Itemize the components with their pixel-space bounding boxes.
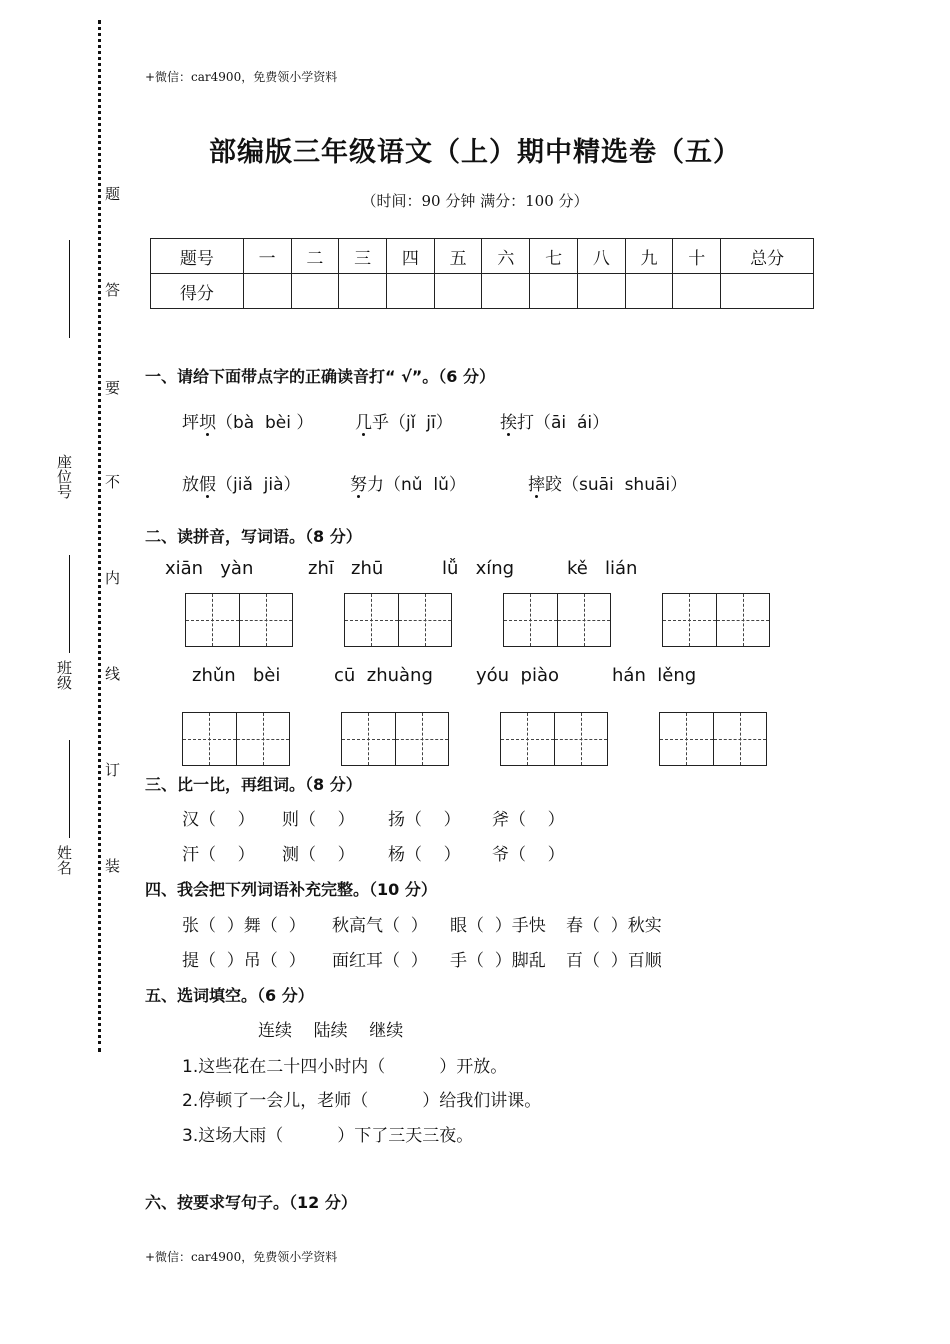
writing-grid[interactable] bbox=[662, 593, 770, 647]
s4-item: 面红耳（ ） bbox=[332, 951, 428, 971]
score-header-cell: 八 bbox=[577, 239, 625, 274]
pinyin-label: lǚ xíng bbox=[442, 558, 515, 579]
page-title: 部编版三年级语文（上）期中精选卷（五） bbox=[209, 137, 741, 168]
s4-item: 提（ ）吊（ ） bbox=[182, 951, 306, 971]
score-header-cell: 三 bbox=[339, 239, 387, 274]
s1-item: 放假（jiǎ jià） bbox=[182, 470, 301, 495]
score-header-cell: 七 bbox=[530, 239, 578, 274]
score-table-score-row bbox=[151, 274, 814, 309]
s3-item: 扬（ ） bbox=[388, 810, 461, 830]
score-cell[interactable] bbox=[482, 274, 530, 309]
score-row-label: 得分 bbox=[151, 274, 244, 309]
s4-item: 百（ ）百顺 bbox=[566, 951, 662, 971]
score-cell[interactable] bbox=[339, 274, 387, 309]
header-note: +微信：car4900，免费领小学资料 bbox=[145, 70, 338, 84]
dotted-char: 几 bbox=[355, 408, 372, 433]
binding-char: 答 bbox=[103, 282, 121, 297]
pinyin-label: xiān yàn bbox=[165, 558, 254, 579]
writing-grid[interactable] bbox=[185, 593, 293, 647]
s4-item: 手（ ）脚乱 bbox=[450, 951, 546, 971]
word-bank: 连续 陆续 继续 bbox=[258, 1021, 404, 1041]
s3-item: 杨（ ） bbox=[388, 845, 461, 865]
pinyin-label: hán lěng bbox=[612, 665, 697, 686]
footer-note: +微信：car4900，免费领小学资料 bbox=[145, 1250, 338, 1264]
score-cell[interactable] bbox=[243, 274, 291, 309]
dotted-char: 坝 bbox=[199, 408, 216, 433]
pinyin-label: cū zhuàng bbox=[334, 665, 433, 686]
section-1-heading: 一、请给下面带点字的正确读音打“ √”。（6 分） bbox=[145, 367, 495, 386]
writing-grid[interactable] bbox=[659, 712, 767, 766]
binding-char: 订 bbox=[103, 762, 121, 777]
score-cell[interactable] bbox=[530, 274, 578, 309]
s3-item: 测（ ） bbox=[282, 845, 355, 865]
pinyin-label: zhī zhū bbox=[308, 558, 384, 579]
s3-item: 汗（ ） bbox=[182, 845, 255, 865]
exam-time-score: （时间：90 分钟 满分：100 分） bbox=[361, 192, 589, 210]
seat-number-line bbox=[69, 240, 70, 338]
score-cell[interactable] bbox=[673, 274, 721, 309]
score-header-cell: 六 bbox=[482, 239, 530, 274]
score-table bbox=[150, 238, 814, 309]
writing-grid[interactable] bbox=[503, 593, 611, 647]
seat-number-label: 座位号 bbox=[55, 454, 73, 499]
s5-item: 1.这些花在二十四小时内（ ）开放。 bbox=[182, 1057, 508, 1077]
section-4-heading: 四、我会把下列词语补充完整。（10 分） bbox=[145, 880, 437, 899]
binding-char: 装 bbox=[103, 858, 121, 873]
writing-grid[interactable] bbox=[500, 712, 608, 766]
s3-item: 汉（ ） bbox=[182, 810, 255, 830]
s1-item: 摔跤（suāi shuāi） bbox=[528, 470, 687, 495]
section-6-heading: 六、按要求写句子。（12 分） bbox=[145, 1193, 357, 1212]
s5-item: 3.这场大雨（ ）下了三天三夜。 bbox=[182, 1126, 474, 1146]
score-cell[interactable] bbox=[625, 274, 673, 309]
s4-item: 秋高气（ ） bbox=[332, 916, 428, 936]
class-line bbox=[69, 555, 70, 653]
writing-grid[interactable] bbox=[341, 712, 449, 766]
score-header-cell: 总分 bbox=[721, 239, 814, 274]
pinyin-label: kě lián bbox=[567, 558, 638, 579]
name-line bbox=[69, 740, 70, 838]
score-header-cell: 二 bbox=[291, 239, 339, 274]
s3-item: 斧（ ） bbox=[492, 810, 565, 830]
s5-item: 2.停顿了一会儿，老师（ ）给我们讲课。 bbox=[182, 1091, 542, 1111]
score-header-cell: 题号 bbox=[151, 239, 244, 274]
binding-char: 要 bbox=[103, 380, 121, 395]
section-3-heading: 三、比一比，再组词。（8 分） bbox=[145, 775, 362, 794]
dotted-char: 摔 bbox=[528, 470, 545, 495]
s3-item: 爷（ ） bbox=[492, 845, 565, 865]
s1-item: 几乎（jǐ jī） bbox=[355, 408, 453, 433]
s3-item: 则（ ） bbox=[282, 810, 355, 830]
binding-dotted-line bbox=[98, 20, 101, 1052]
s1-item: 坪坝（bà bèi ） bbox=[182, 408, 313, 433]
score-cell[interactable] bbox=[577, 274, 625, 309]
section-2-heading: 二、读拼音，写词语。（8 分） bbox=[145, 527, 362, 546]
score-header-cell: 一 bbox=[243, 239, 291, 274]
class-label: 班级 bbox=[55, 660, 73, 690]
s4-item: 春（ ）秋实 bbox=[566, 916, 662, 936]
binding-char: 不 bbox=[103, 474, 121, 489]
score-header-cell: 五 bbox=[434, 239, 482, 274]
s1-item: 挨打（āi ái） bbox=[500, 408, 609, 433]
score-header-cell: 四 bbox=[387, 239, 435, 274]
dotted-char: 挨 bbox=[500, 408, 517, 433]
binding-char: 内 bbox=[103, 570, 121, 585]
s4-item: 张（ ）舞（ ） bbox=[182, 916, 306, 936]
binding-char: 线 bbox=[103, 666, 121, 681]
score-header-cell: 九 bbox=[625, 239, 673, 274]
score-header-cell: 十 bbox=[673, 239, 721, 274]
binding-char: 题 bbox=[103, 186, 121, 201]
pinyin-label: yóu piào bbox=[476, 665, 559, 686]
s1-item: 努力（nǔ lǔ） bbox=[350, 470, 466, 495]
pinyin-label: zhǔn bèi bbox=[192, 665, 281, 686]
dotted-char: 努 bbox=[350, 470, 367, 495]
s4-item: 眼（ ）手快 bbox=[450, 916, 546, 936]
score-cell[interactable] bbox=[291, 274, 339, 309]
score-cell[interactable] bbox=[434, 274, 482, 309]
writing-grid[interactable] bbox=[344, 593, 452, 647]
score-cell[interactable] bbox=[387, 274, 435, 309]
name-label: 姓名 bbox=[55, 845, 73, 875]
dotted-char: 假 bbox=[199, 470, 216, 495]
section-5-heading: 五、选词填空。（6 分） bbox=[145, 986, 314, 1005]
score-table-header-row bbox=[151, 239, 814, 274]
score-cell[interactable] bbox=[721, 274, 814, 309]
writing-grid[interactable] bbox=[182, 712, 290, 766]
